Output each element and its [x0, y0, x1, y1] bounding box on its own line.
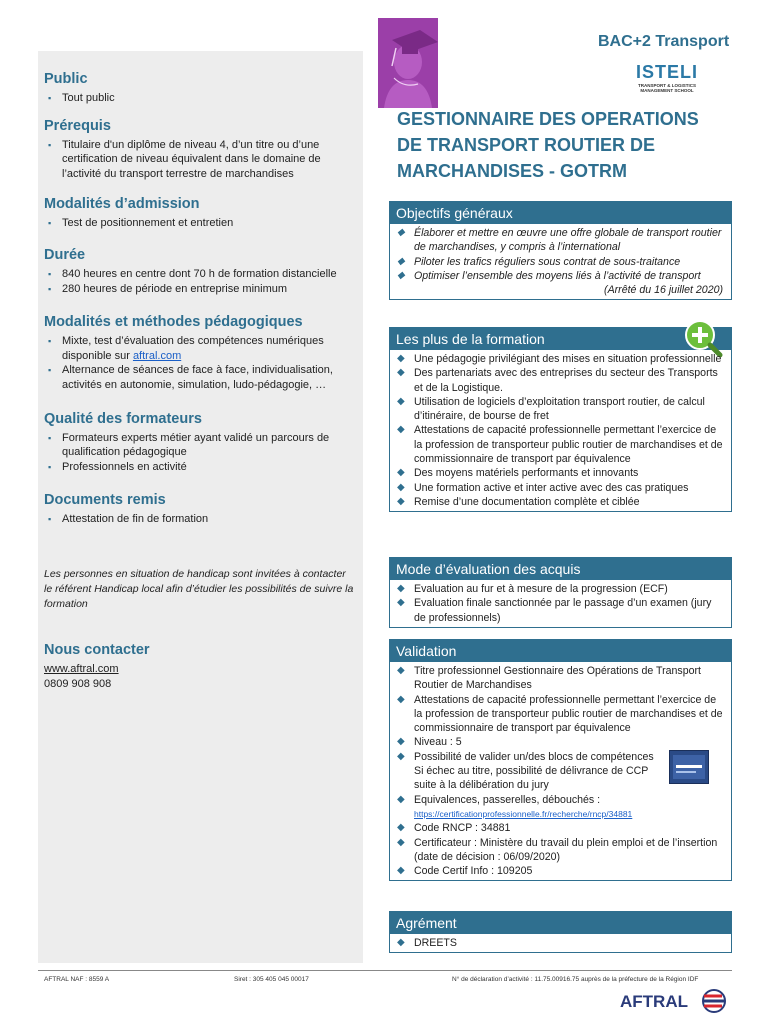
- isteli-wordmark: ISTELI: [635, 62, 698, 82]
- title-line: DE TRANSPORT ROUTIER DE: [397, 135, 656, 155]
- isteli-logo: [632, 62, 702, 93]
- list-item: ▪ Attestation de fin de formation: [44, 512, 355, 527]
- list-item: ◆ Niveau : 5: [394, 735, 725, 749]
- item-text: Equivalences, passerelles, débouchés :: [414, 793, 601, 806]
- list-item: ◆ Élaborer et mettre en œuvre une offre globale de transport routier de marchandises, y compris à l’international: [394, 226, 725, 255]
- list-item: ◆ Des partenariats avec des entreprises du secteur des Transports et de la Logistique.: [394, 366, 725, 395]
- aftral-logo: [618, 985, 730, 1017]
- item-text: Mixte, test d’évaluation des compétences numériques disponible sur: [62, 335, 324, 362]
- list-item: ◆ Une formation active et inter active avec des cas pratiques: [394, 481, 725, 495]
- section-duree: [44, 247, 355, 296]
- list-item: ◆ Une pédagogie privilégiant des mises en situation professionnelle: [394, 352, 725, 366]
- list-item: ◆ Des moyens matériels performants et innovants: [394, 466, 725, 480]
- section-heading: Mode d’évaluation des acquis: [390, 558, 731, 580]
- graduate-icon: [378, 18, 438, 108]
- list-item: [394, 750, 725, 793]
- page-title: [397, 106, 737, 184]
- section-public: [44, 71, 355, 106]
- objectifs-section: [389, 201, 732, 300]
- bac-label: BAC+2 Transport: [598, 33, 730, 50]
- list-item: ◆ Attestations de capacité professionnelle permettant l’exercice de la profession de transporteur public routier de marchandises et de commissionnaire de transport par équivalence: [394, 693, 725, 736]
- handicap-note: Les personnes en situation de handicap sont invitées à contacter le référent Handicap local afin d’étudier les possibilités de suivre la formation: [44, 567, 354, 610]
- section-qualite: [44, 411, 355, 475]
- section-prerequis: [44, 118, 355, 182]
- list-item: ▪ 280 heures de période en entreprise minimum: [44, 282, 355, 297]
- list-item: [394, 793, 725, 822]
- title-line: MARCHANDISES - GOTRM: [397, 161, 627, 181]
- list-item: ◆ Utilisation de logiciels d’exploitation transport routier, de calcul d’itinéraire, de bourse de fret: [394, 395, 725, 424]
- list-item: ◆ Titre professionnel Gestionnaire des Opérations de Transport Routier de Marchandises: [394, 664, 725, 693]
- list-item: ▪ Titulaire d'un diplôme de niveau 4, d’un titre ou d’une certification de niveau équivalent dans le domaine de l’activité du transport terrestre de marchandises: [44, 138, 355, 182]
- section-heading: Nous contacter: [44, 641, 150, 658]
- list-item: ◆ Evaluation au fur et à mesure de la progression (ECF): [394, 582, 725, 596]
- agrement-section: [389, 911, 732, 953]
- isteli-tagline: TRANSPORT & LOGISTICS: [637, 83, 696, 88]
- phone-number: 0809 908 908: [44, 677, 112, 690]
- list-item: ◆ Certificateur : Ministère du travail du plein emploi et de l’insertion (date de décision : 06/09/2020): [394, 836, 725, 865]
- list-item: ▪ 840 heures en centre dont 70 h de formation distancielle: [44, 267, 355, 282]
- section-heading: Les plus de la formation: [390, 328, 731, 350]
- aftral-link[interactable]: aftral.com: [132, 349, 182, 362]
- section-heading: Agrément: [390, 912, 731, 934]
- list-item: ◆ DREETS: [394, 936, 725, 950]
- rncp-link[interactable]: https://certificationprofessionnelle.fr/recherche/rncp/34881: [414, 808, 633, 819]
- footer-divider: [38, 970, 732, 971]
- list-item: ◆ Code RNCP : 34881: [394, 821, 725, 835]
- footer-siret: Siret : 305 405 045 00017: [234, 976, 309, 983]
- aftral-wordmark: AFTRAL: [620, 992, 688, 1011]
- list-item: ◆ Remise d’une documentation complète et ciblée: [394, 495, 725, 509]
- evaluation-section: [389, 557, 732, 628]
- list-item: ▪ Tout public: [44, 91, 355, 106]
- validation-section: [389, 639, 732, 881]
- section-heading: Durée: [44, 246, 86, 263]
- section-heading: Modalités et méthodes pédagogiques: [44, 314, 303, 331]
- isteli-tagline: MANAGEMENT SCHOOL: [640, 88, 694, 93]
- list-item: [44, 334, 355, 363]
- list-item: ▪ Formateurs experts métier ayant validé un parcours de qualification pédagogique: [44, 431, 355, 460]
- section-heading: Documents remis: [44, 492, 166, 509]
- section-heading: Public: [44, 71, 88, 87]
- list-item: ▪ Alternance de séances de face à face, individualisation, activités en autonomie, simulation, ludo-pédagogie, …: [44, 363, 355, 392]
- section-contact: [44, 642, 355, 692]
- section-heading: Objectifs généraux: [390, 202, 731, 224]
- section-admission: [44, 196, 355, 231]
- section-heading: Validation: [390, 640, 731, 662]
- list-item: ◆ Evaluation finale sanctionnée par le passage d’un examen (jury de professionnels): [394, 596, 725, 625]
- graduate-illustration: [378, 18, 438, 108]
- section-methodes: [44, 314, 355, 392]
- list-item: ◆ Piloter les trafics réguliers sous contrat de sous-traitance: [394, 255, 725, 269]
- list-item: ◆ Optimiser l’ensemble des moyens liés à l’activité de transport: [394, 269, 725, 283]
- list-item: ◆ Attestations de capacité professionnelle permettant l’exercice de la profession de transporteur public routier de marchandises et de commissionnaire de transport par équivalence: [394, 423, 725, 466]
- footer-naf: AFTRAL NAF : 8559 A: [44, 976, 110, 983]
- list-item: ▪ Professionnels en activité: [44, 460, 355, 475]
- list-item: ◆ Code Certif Info : 109205: [394, 864, 725, 878]
- section-heading: Qualité des formateurs: [44, 410, 202, 427]
- section-documents: [44, 492, 355, 527]
- section-heading: Modalités d’admission: [44, 196, 200, 213]
- item-text: Possibilité de valider un/des blocs de compétences Si échec au titre, possibilité de délivrance de CCP suite à la délibération du jury: [414, 750, 654, 792]
- section-heading: Prérequis: [44, 117, 111, 134]
- sidebar: [38, 51, 363, 963]
- website-link[interactable]: www.aftral.com: [44, 662, 119, 675]
- footer-declaration: N° de déclaration d’activité : 11.75.00916.75 auprès de la préfecture de la Région IDF: [452, 976, 699, 983]
- list-item: ▪ Test de positionnement et entretien: [44, 216, 355, 231]
- plus-section: [389, 327, 732, 512]
- title-line: GESTIONNAIRE DES OPERATIONS: [397, 109, 699, 129]
- arrete-note: (Arrêté du 16 juillet 2020): [604, 284, 723, 297]
